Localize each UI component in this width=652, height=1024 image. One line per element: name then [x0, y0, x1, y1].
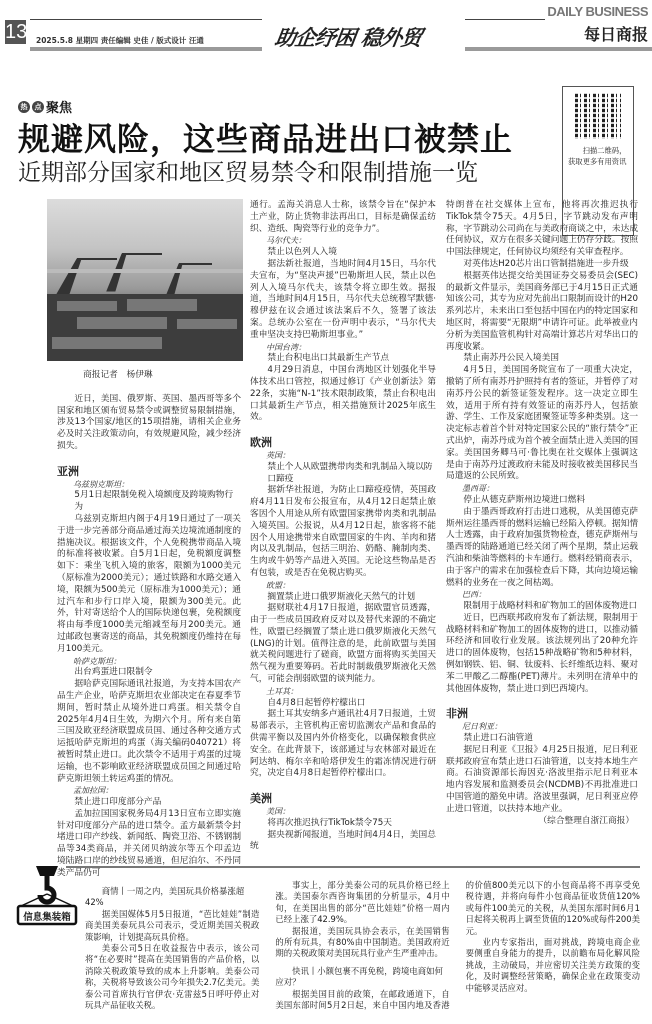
section-heading: 非洲	[446, 707, 468, 721]
paragraph: 孟加拉国国家税务局4月13日宣布立即实施针对印度部分产品的进口禁令。孟方最新禁令封堵进口印产纱线、新闻纸、陶瓷卫浴、不锈钢制品等34类商品，并关闭贝纳波尔等五个印孟边境陆路口岸的纱线贸易通道，但尼泊尔、不丹同类产品仍可	[57, 808, 241, 878]
paragraph: 事实上，部分美泰公司的玩具价格已经上涨。美国泰尔西咨询集团的分析显示，4月中旬，在美国出售的部分“芭比娃娃”价格一周内已经上涨了42.9%。	[275, 880, 450, 925]
country-label: 马尔代夫：	[266, 236, 306, 246]
item-title: 禁止台积电出口其最新生产节点	[267, 353, 390, 364]
infobox-logo	[16, 866, 78, 926]
header-rule-right	[465, 47, 652, 51]
headline: 规避风险，这些商品进出口被禁止	[18, 120, 514, 158]
country-label: 尼日利亚：	[462, 722, 502, 732]
item-title: 禁止南苏丹公民入境美国	[463, 353, 559, 364]
country-label: 欧盟：	[266, 580, 290, 590]
country-label: 土耳其：	[266, 686, 298, 696]
source-note: （综合整理自浙江商报）	[538, 815, 634, 826]
country-label: 孟加拉国：	[73, 786, 113, 796]
paragraph: 4月5日，美国国务院宣布了一项重大决定，撤销了所有南苏丹护照持有者的签证，并暂停了对南苏丹公民的新签证签发程序。这一决定立即生效，适用于所有持有效签证的南苏丹人，包括旅游、学生、工作及家庭团聚签证等多种类别。这一决定标志着首个针对特定国家公民的“旅行禁令”正式出炉，南苏丹成为首个被全面禁止进入美国的国家。美国国务卿马可·鲁比奥在社交媒体上强调这是由于南苏丹过渡政府未能及时接收被美国移民当局遣返的公民所致。	[446, 365, 638, 482]
paragraph: 根据英伟达提交给美国证券交易委员会(SEC)的最新文件显示，美国商务部已于4月15日正式通知该公司，其专为应对先前出口限制而设计的H20系列芯片，未来出口至包括中国在内的特定国家和地区时，将需要“无限期”申请许可证。此举被业内分析为美国监管机构针对高端计算芯片对华出口的再度收紧。	[446, 270, 638, 352]
item-title: 将再次推迟执行TikTok禁令75天	[267, 817, 392, 828]
country-label: 英国：	[266, 450, 290, 460]
infobox-content	[85, 880, 640, 1011]
tag-dot: 点	[32, 101, 44, 113]
country-label: 墨西哥：	[462, 484, 494, 494]
header-rule-top	[30, 19, 262, 20]
page-number: 13	[5, 21, 28, 43]
column-logo: 助企纾困 稳外贸	[273, 26, 423, 50]
paragraph: 据新华社报道，为防止口蹄疫疫情，英国政府4月11日发布公报宣布，从4月12日起禁止旅客因个人用途从所有欧盟国家携带肉类和乳制品入境英国。公报说，从4月12日起，旅客将不能因个人用途携带来自欧盟国家的牛肉、羊肉和猪肉以及乳制品，包括三明治、奶酪、腌制肉类、生肉或牛奶等产品进入英国。无论这些物品是否有包装，或是否在免税店购买。	[250, 485, 436, 578]
paragraph: 特朗普在社交媒体上宣布，他将再次推迟执行TikTok禁令75天。4月5日，字节跳动发布声明称，字节跳动公司尚在与美政府商谈之中，未达成任何协议，双方在很多关键问题上仍存分歧。按照中国法律规定，任何协议均须经有关审查程序。	[446, 200, 638, 258]
section-heading: 亚洲	[57, 464, 79, 478]
country-label: 美国：	[266, 807, 290, 817]
article-column-3	[446, 200, 638, 827]
paragraph: 据财联社4月17日报道，据欧盟官员透露，由于一些成员国政府反对以及替代来源的不确定性，欧盟已经搁置了禁止进口俄罗斯液化天然气(LNG)的计划。值得注意的是，此前欧盟与美国就关税问题进行了磋商，欧盟方面将购买美国天然气视为重要筹码。若此时制裁俄罗斯液化天然气，可能会削弱欧盟的谈判能力。	[250, 603, 436, 685]
paragraph: 据土耳其安纳多卢通讯社4月7日报道，土贸易部表示，主管机构正密切监测农产品和食品的供需平衡以及国内外价格变化，以确保粮食供应安全。在此背景下，该部通过与农林部对最近在阿达纳、梅尔辛和哈塔伊发生的霜冻情况进行研究，决定自4月8日起暂停柠檬出口。	[250, 709, 436, 779]
article-column-1	[57, 370, 241, 880]
paragraph: 近日，美国、俄罗斯、英国、墨西哥等多个国家和地区颁布贸易禁令或调整贸易限制措施，涉及13个国家/地区的15项措施，请相关企业务必及时关注政策动向，有效规避风险，减少经济损失。	[57, 393, 241, 451]
item-title: 禁止进口石油管道	[463, 733, 533, 744]
paragraph: 据法新社报道，当地时间4月15日，马尔代夫宣布，为“坚决声援”巴勒斯坦人民，禁止以色列人入境马尔代夫，该禁令将立即生效。据报道，当地时间4月15日，马尔代夫总统穆罕默德·穆伊兹在议会通过该法案后不久，签署了该法案。总统办公室在一份声明中表示，“马尔代夫重申坚决支持巴勒斯坦事业。”	[250, 258, 436, 340]
qr-caption: 扫描二维码，获取更多有用资讯	[568, 146, 627, 166]
paragraph: 业内专家指出，面对挑战，跨境电商企业要侧重自身能力的提升，以前瞻布局化解风险挑战，主动破局，并应密切关注美方政策的变化，及时调整经营策略，确保企业在政策变动中能够灵活应对。	[465, 937, 640, 993]
tag-dot: 热	[18, 101, 30, 113]
paragraph: 根据美国目前的政策，在邮政通道下，自美国东部时间5月2日起，来自中国内地及香港的价值800美元以下的小包商品将不再享受免税待遇，并将向每件小包商品征收货值120%或每件100美元的关税，从美国东部时间6月1日起将关税再上调至货值的120%或每件200美元。	[275, 880, 640, 1011]
infobox-rule	[66, 866, 640, 868]
country-label: 巴西：	[462, 590, 486, 600]
section-heading: 欧洲	[250, 435, 272, 449]
item-title: 停止从德克萨斯州边境进口燃料	[463, 494, 586, 505]
paper-name-en: DAILY BUSINESS	[547, 4, 648, 19]
paragraph: 乌兹别克斯坦内阁于4月19日通过了一项关于进一步完善部分商品通过海关边境流通制度的措施决议。根据该文件，个人免税携带商品入境的标准将被收紧。自5月1日起，免税额度调整如下：乘坐飞机入境的旅客，限额为1000美元（原标准为2000美元）；通过铁路和水路交通入境，限额为500美元（原标准为1000美元）；通过汽车和步行口岸入境，限额为300美元。此外，针对寄送给个人的国际快递包裹，免税额度将由每季度1000美元缩减至每月200美元。通过邮政包裹寄送的商品，其免税额度仍维持在每月100美元。	[57, 513, 241, 654]
paper-name-cn: 每日商报	[583, 25, 648, 44]
byline: 商报记者 杨伊琳	[83, 370, 153, 380]
subheadline: 近期部分国家和地区贸易禁令和限制措施一览	[18, 160, 478, 186]
item-title: 出台鸡蛋进口限制令	[74, 667, 153, 678]
qr-code-icon[interactable]	[575, 93, 621, 139]
news-lead: 商情丨一周之内，美国玩具价格暴涨超42%	[85, 886, 245, 908]
item-title: 禁止以色列人入境	[267, 247, 337, 258]
section-heading: 美洲	[250, 792, 272, 806]
item-title: 禁止进口印度部分产品	[74, 797, 162, 808]
country-label: 哈萨克斯坦：	[73, 656, 121, 666]
port-photo	[47, 199, 243, 361]
country-label: 中国台湾：	[266, 342, 306, 352]
header-rule-top-right	[465, 19, 545, 20]
paragraph: 据哈萨克国际通讯社报道，为支持本国农产品生产企业，哈萨克斯坦农业部决定在春夏季节期间，暂时禁止从境外进口鸡蛋。相关禁令自2025年4月4日生效，为期六个月。所有来自第三国及欧亚经济联盟成员国、通过各种交通方式运抵哈萨克斯坦的鸡蛋（海关编码040721）将被暂时禁止进口。此次禁令不适用于鸡蛋的过境运输，也不影响欧亚经济联盟成员国之间通过哈萨克斯坦领土转运鸡蛋的情况。	[57, 679, 241, 784]
item-title: 对英伟达H20芯片出口管制措施进一步升级	[463, 258, 629, 269]
paragraph: 近日，巴西联邦政府发布了新法规，限制用于战略材料和矿物加工的固体废物的进口，以推动循环经济和回收行业发展。该法规列出了20种允许进口的固体废物，包括15种战略矿物和5种材料，例如钢铁、铝、铜、钛废料、长纤维纸边料、聚对苯二甲酸乙二醇酯(PET)薄片。未列明在清单中的其他固体废物，禁止进口到巴西境内。	[446, 612, 638, 694]
infobox-label: 信息集装箱	[23, 912, 71, 923]
item-title: 自4月8日起暂停柠檬出口	[267, 697, 366, 708]
item-title: 禁止个人从欧盟携带肉类和乳制品入境以防口蹄疫	[267, 461, 433, 484]
paragraph: 美泰公司5日在收益报告中表示，该公司将“在必要时”提高在美国销售的产品价格，以消除关税政策导致的成本上升影响。美泰公司称，关税将导致该公司今年损失2.7亿美元。美泰公司首席执行官伊农·克雷兹5日呼吁停止对玩具产品征收关税。	[85, 943, 260, 1011]
country-label: 乌兹别克斯坦：	[73, 479, 129, 489]
paragraph: 由于墨西哥政府打击进口逃税，从美国德克萨斯州运往墨西哥的燃料运输已经陷入停顿。据知情人士透露，由于政府加强货物检查，德克萨斯州与墨西哥的陆路通道已经关闭了两个星期，禁止运载汽油和柴油等燃料的卡车通行。燃料经销商表示，由于客户的需求在加强检查后下降，其向边境运输燃料的业务在一夜之间枯竭。	[446, 506, 638, 588]
paragraph: 据央视新闻报道，当地时间4月4日，美国总统	[250, 829, 436, 852]
paragraph: 4月29日消息，中国台湾地区计划强化半导体技术出口管控，拟通过修订《产业创新法》第22条，实施“N-1”技术限制政策，禁止台积电出口其最新生产节点，相关措施预计2025年底生效。	[250, 365, 436, 423]
header-info: 2025.5.8 星期四 责任编辑 史佳 / 版式设计 汪通	[36, 36, 204, 45]
article-column-2	[250, 200, 436, 853]
header-rule-left	[30, 47, 262, 51]
paragraph: 据报道，美国玩具协会表示，在美国销售的所有玩具，有80%由中国制造。美国政府近期的关税政策对美国玩具行业产生严重冲击。	[275, 925, 450, 959]
item-title: 限制用于战略材料和矿物加工的固体废物进口	[463, 601, 638, 612]
tag-label: 聚焦	[46, 101, 73, 116]
news-lead: 快讯丨小额包裹不再免税，跨境电商如何应对？	[275, 965, 443, 988]
paragraph: 据尼日利亚《卫报》4月25日报道，尼日利亚联邦政府宣布禁止进口石油管道，以支持本地生产商。石油资源部长海因克·洛波里指示尼日利亚本地内容发展和监测委员会(NCDMB)不再批准进口中国管道的豁免申请。洛波里强调，尼日利亚应停止进口管道，以扶持本地产业。	[446, 744, 638, 814]
item-title: 搁置禁止进口俄罗斯液化天然气的计划	[267, 591, 416, 602]
paragraph: 据美国媒体5月5日报道，“芭比娃娃”制造商美国美泰玩具公司表示，受近期美国关税政策影响，计划提高玩具价格。	[85, 908, 260, 942]
item-title: 5月1日起限制免税入境额度及跨境购物行为	[74, 490, 234, 513]
paragraph: 通行。孟海关消息人士称，该禁令旨在“保护本土产业，防止货物非法再出口，目标是确保孟纺织、造纸、陶瓷等行业的竞争力”。	[250, 200, 436, 234]
